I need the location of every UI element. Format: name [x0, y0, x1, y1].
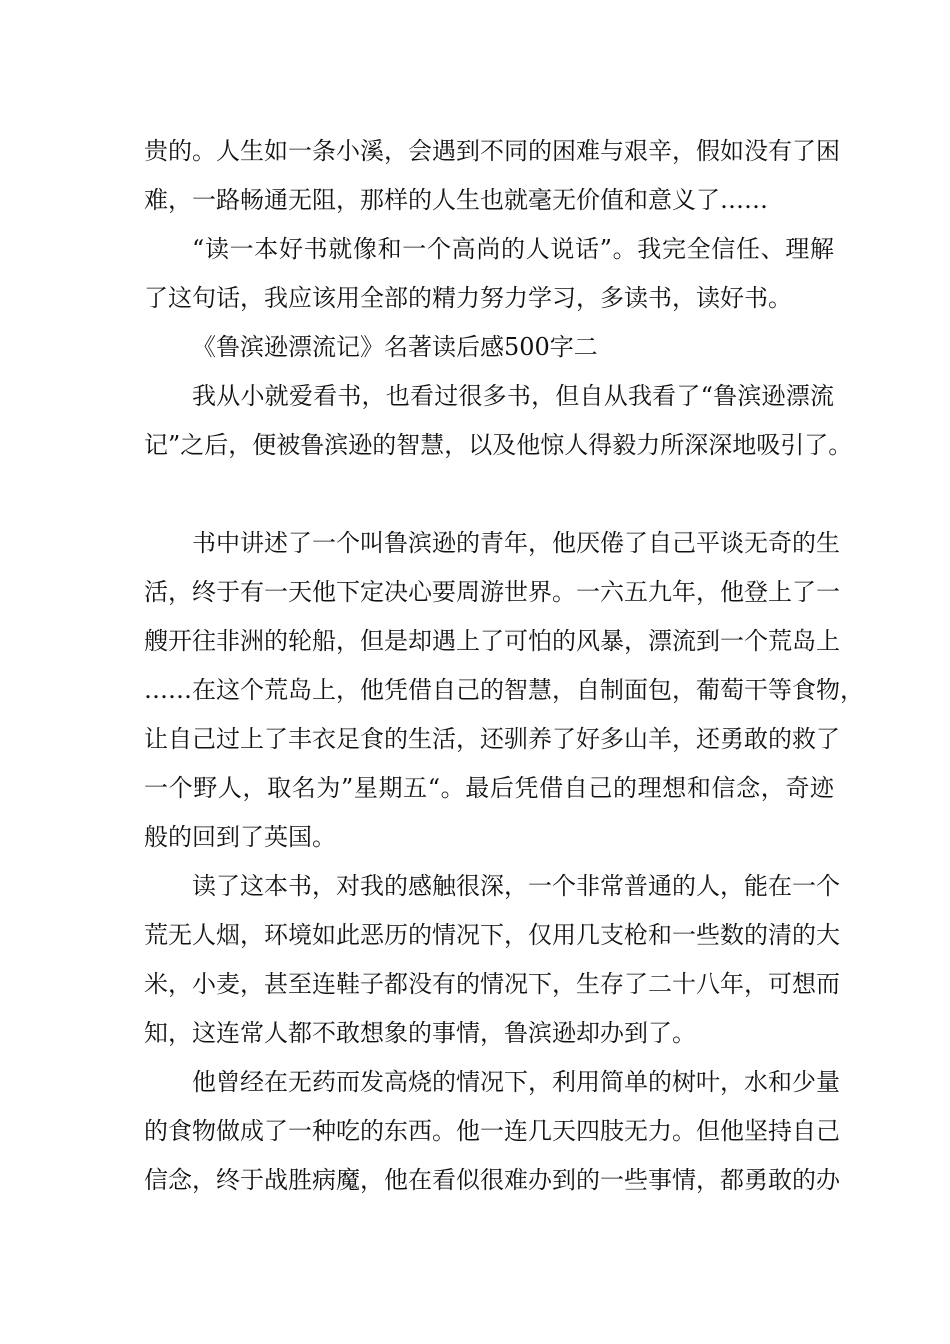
text-line: 我从小就爱看书，也看过很多书，但自从我看了“鲁滨逊漂流	[192, 382, 834, 410]
text-line: 活，终于有一天他下定决心要周游世界。一六五九年，他登上了一	[144, 578, 840, 606]
text-line: 他曾经在无药而发高烧的情况下，利用简单的树叶，水和少量	[192, 1068, 840, 1096]
text-line: 记”之后，便被鲁滨逊的智慧，以及他惊人得毅力所深深地吸引了。	[144, 431, 853, 459]
text-line: 荒无人烟，环境如此恶历的情况下，仅用几支枪和一些数的清的大	[144, 921, 840, 949]
paragraph	[144, 519, 864, 862]
document-body	[144, 127, 864, 1205]
paragraph	[144, 1058, 840, 1205]
text-line: “读一本好书就像和一个高尚的人说话”。我完全信任、理解	[192, 235, 834, 263]
text-line: 读了这本书，对我的感触很深，一个非常普通的人，能在一个	[192, 872, 840, 900]
paragraph	[144, 127, 840, 225]
text-line: 一个野人，取名为”星期五“。最后凭借自己的理想和信念，奇迹	[144, 774, 834, 802]
blank-line	[144, 470, 834, 519]
text-line: 难，一路畅通无阻，那样的人生也就毫无价值和意义了……	[144, 186, 768, 214]
text-line: 让自己过上了丰衣足食的生活，还驯养了好多山羊，还勇敢的救了	[144, 725, 840, 753]
text-line: 的食物做成了一种吃的东西。他一连几天四肢无力。但他坚持自己	[144, 1117, 840, 1145]
text-line: ……在这个荒岛上，他凭借自己的智慧，自制面包，葡萄干等食物，	[144, 676, 864, 704]
text-line: 米，小麦，甚至连鞋子都没有的情况下，生存了二十八年，可想而	[144, 970, 840, 998]
paragraph	[144, 862, 840, 1058]
text-line: 知，这连常人都不敢想象的事情，鲁滨逊却办到了。	[144, 1019, 696, 1047]
heading-text: 《鲁滨逊漂流记》名著读后感500字二	[192, 333, 598, 361]
section-heading	[144, 323, 834, 372]
text-line: 信念，终于战胜病魔，他在看似很难办到的一些事情，都勇敢的办	[144, 1166, 840, 1194]
paragraph	[144, 225, 834, 323]
text-line: 了这句话，我应该用全部的精力努力学习，多读书，读好书。	[144, 284, 792, 312]
text-line: 艘开往非洲的轮船，但是却遇上了可怕的风暴，漂流到一个荒岛上	[144, 627, 840, 655]
paragraph	[144, 372, 853, 470]
text-line: 贵的。人生如一条小溪，会遇到不同的困难与艰辛，假如没有了困	[144, 137, 840, 165]
text-line: 书中讲述了一个叫鲁滨逊的青年，他厌倦了自己平谈无奇的生	[192, 529, 840, 557]
text-line: 般的回到了英国。	[144, 823, 336, 851]
